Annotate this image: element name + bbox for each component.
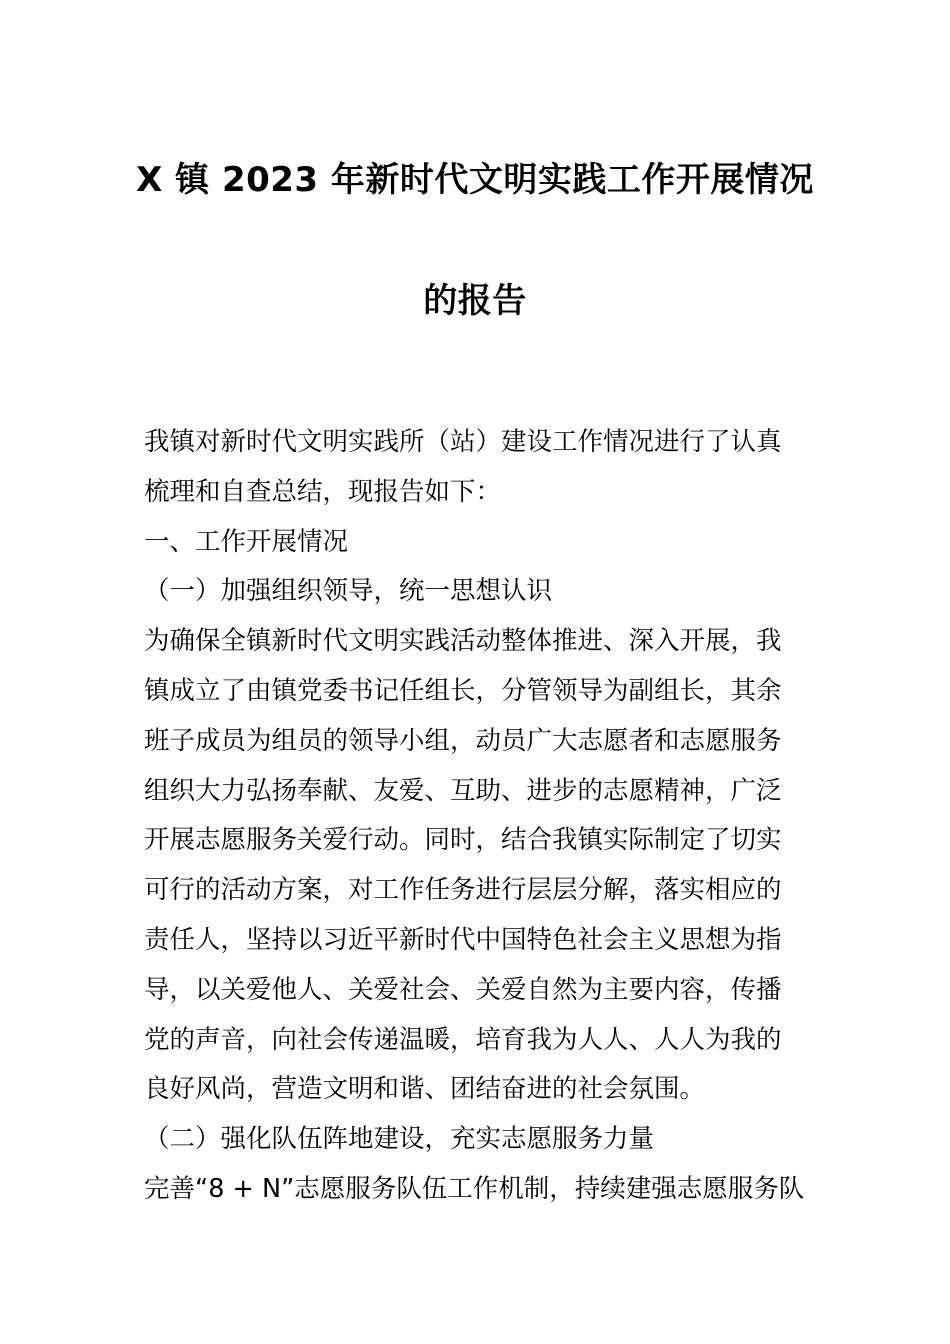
paragraph-line: 完善“8 + N”志愿服务队伍工作机制，持续建强志愿服务队 [144, 1173, 805, 1204]
paragraph-line: 导，以关爱他人、关爱社会、关爱自然为主要内容，传播 [144, 974, 782, 1005]
document-title-line-1: X 镇 2023 年新时代文明实践工作开展情况 [136, 160, 814, 200]
paragraph-line: 可行的活动方案，对工作任务进行层层分解，落实相应的 [144, 875, 782, 906]
subsection-heading-1: （一）加强组织领导，统一思想认识 [144, 576, 553, 607]
paragraph-line: 组织大力弘扬奉献、友爱、互助、进步的志愿精神，广泛 [144, 775, 782, 806]
subsection-heading-2: （二）强化队伍阵地建设，充实志愿服务力量 [144, 1124, 655, 1155]
paragraph-line: 镇成立了由镇党委书记任组长，分管领导为副组长，其余 [144, 675, 782, 706]
paragraph-line: 为确保全镇新时代文明实践活动整体推进、深入开展，我 [144, 626, 782, 657]
paragraph-line: 开展志愿服务关爱行动。同时，结合我镇实际制定了切实 [144, 825, 782, 856]
intro-line-2: 梳理和自查总结，现报告如下： [144, 476, 502, 507]
paragraph-line: 良好风尚，营造文明和谐、团结奋进的社会氛围。 [144, 1074, 706, 1105]
section-heading-1: 一、工作开展情况 [144, 526, 349, 557]
paragraph-line: 责任人，坚持以习近平新时代中国特色社会主义思想为指 [144, 924, 782, 955]
paragraph-line: 班子成员为组员的领导小组，动员广大志愿者和志愿服务 [144, 725, 782, 756]
document-body [144, 418, 806, 1215]
intro-line-1: 我镇对新时代文明实践所（站）建设工作情况进行了认真 [144, 427, 782, 457]
document-title-line-2: 的报告 [423, 281, 527, 321]
paragraph-line: 党的声音，向社会传递温暖，培育我为人人、人人为我的 [144, 1024, 782, 1055]
